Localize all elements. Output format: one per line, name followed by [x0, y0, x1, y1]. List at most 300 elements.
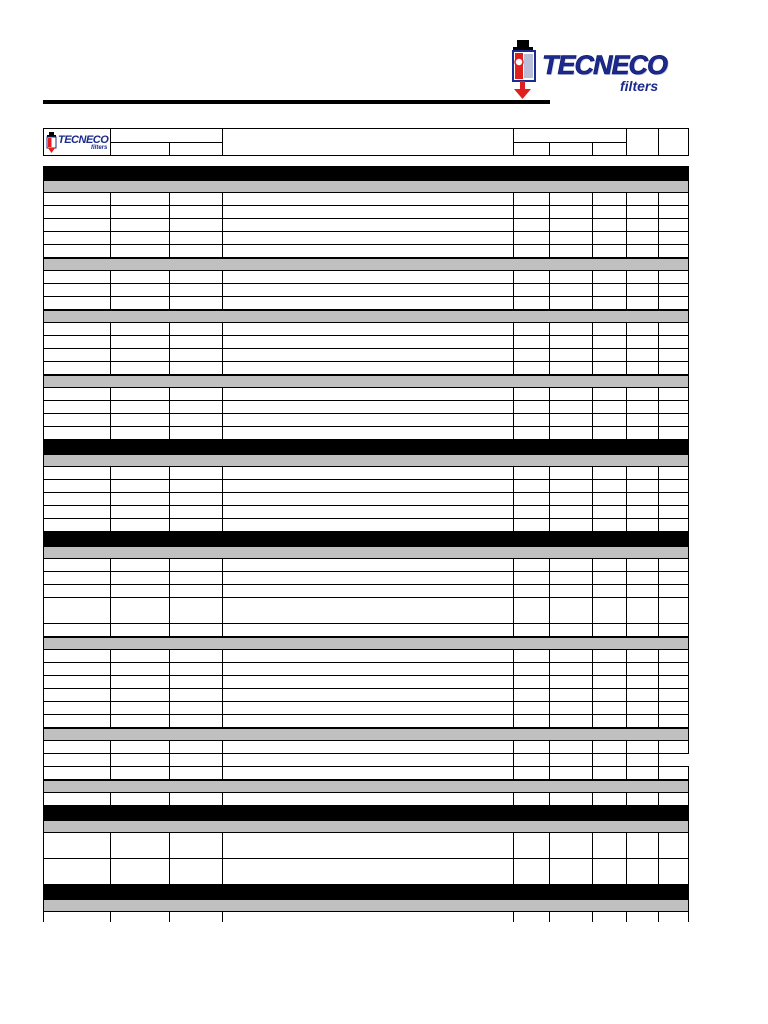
- column-divider: [658, 297, 659, 309]
- column-divider: [513, 414, 514, 426]
- column-divider: [513, 219, 514, 231]
- column-divider: [626, 572, 627, 584]
- column-divider: [549, 480, 550, 492]
- column-divider: [222, 715, 223, 727]
- column-divider: [222, 624, 223, 636]
- column-divider: [222, 754, 223, 766]
- column-divider: [169, 741, 170, 753]
- table-row: [43, 912, 689, 922]
- column-divider: [626, 297, 627, 309]
- column-divider: [513, 506, 514, 518]
- column-divider: [549, 206, 550, 218]
- column-divider: [658, 663, 659, 675]
- table-row: [43, 493, 689, 506]
- column-divider: [513, 480, 514, 492]
- column-divider: [110, 676, 111, 688]
- column-divider: [549, 401, 550, 413]
- column-divider: [626, 519, 627, 531]
- group-header-band: [43, 780, 689, 793]
- column-divider: [169, 388, 170, 400]
- column-divider: [513, 297, 514, 309]
- column-divider: [658, 245, 659, 257]
- column-divider: [222, 336, 223, 348]
- column-divider: [626, 284, 627, 296]
- column-divider: [658, 833, 659, 858]
- column-divider: [549, 362, 550, 374]
- column-divider: [658, 741, 659, 753]
- column-divider: [549, 336, 550, 348]
- table-row: [43, 767, 689, 780]
- column-divider: [658, 336, 659, 348]
- table-row: [43, 401, 689, 414]
- section-header-band: [43, 806, 689, 820]
- column-divider: [592, 284, 593, 296]
- column-divider: [513, 427, 514, 439]
- column-divider: [222, 702, 223, 714]
- column-divider: [222, 572, 223, 584]
- table-row: [43, 859, 689, 885]
- column-divider: [658, 219, 659, 231]
- column-divider: [513, 741, 514, 753]
- group-header-band: [43, 258, 689, 271]
- column-divider: [658, 912, 659, 922]
- column-divider: [513, 493, 514, 505]
- column-divider: [626, 401, 627, 413]
- column-divider: [169, 232, 170, 244]
- column-divider: [169, 624, 170, 636]
- column-divider: [626, 663, 627, 675]
- column-divider: [513, 467, 514, 479]
- column-divider: [110, 245, 111, 257]
- column-divider: [513, 245, 514, 257]
- table-row: [43, 232, 689, 245]
- column-divider: [110, 401, 111, 413]
- column-divider: [513, 793, 514, 805]
- table-row: [43, 702, 689, 715]
- column-divider: [549, 427, 550, 439]
- column-divider: [222, 519, 223, 531]
- column-divider: [110, 793, 111, 805]
- column-divider: [222, 767, 223, 779]
- table-row: [43, 480, 689, 493]
- table-row: [43, 467, 689, 480]
- column-divider: [222, 598, 223, 623]
- column-divider: [592, 715, 593, 727]
- column-divider: [513, 689, 514, 701]
- table-row: [43, 650, 689, 663]
- column-divider: [658, 754, 659, 766]
- column-divider: [592, 767, 593, 779]
- column-divider: [658, 467, 659, 479]
- column-divider: [222, 912, 223, 922]
- column-divider: [592, 793, 593, 805]
- column-divider: [592, 559, 593, 571]
- column-divider: [549, 624, 550, 636]
- column-divider: [110, 912, 111, 922]
- column-divider: [592, 859, 593, 884]
- column-divider: [222, 493, 223, 505]
- column-divider: [626, 427, 627, 439]
- column-divider: [549, 219, 550, 231]
- column-divider: [110, 219, 111, 231]
- column-divider: [549, 598, 550, 623]
- table-row: [43, 414, 689, 427]
- column-divider: [658, 650, 659, 662]
- column-divider: [626, 414, 627, 426]
- column-divider: [169, 493, 170, 505]
- table-row: [43, 676, 689, 689]
- sheet-header: [43, 128, 689, 156]
- column-divider: [513, 388, 514, 400]
- column-divider: [549, 414, 550, 426]
- group-header-band: [43, 454, 689, 467]
- table-row: [43, 559, 689, 572]
- column-divider: [592, 833, 593, 858]
- column-divider: [222, 219, 223, 231]
- column-divider: [222, 506, 223, 518]
- column-divider: [222, 467, 223, 479]
- column-divider: [658, 480, 659, 492]
- column-divider: [626, 362, 627, 374]
- column-divider: [658, 349, 659, 361]
- column-divider: [513, 572, 514, 584]
- column-divider: [549, 650, 550, 662]
- column-divider: [110, 336, 111, 348]
- column-divider: [592, 741, 593, 753]
- column-divider: [592, 598, 593, 623]
- column-divider: [549, 232, 550, 244]
- column-divider: [513, 585, 514, 597]
- column-divider: [658, 271, 659, 283]
- column-divider: [658, 206, 659, 218]
- group-header-band: [43, 310, 689, 323]
- column-divider: [658, 859, 659, 884]
- column-divider: [222, 676, 223, 688]
- group-header-band: [43, 820, 689, 833]
- column-divider: [626, 206, 627, 218]
- column-divider: [549, 467, 550, 479]
- section-header-band: [43, 440, 689, 454]
- column-divider: [549, 519, 550, 531]
- column-divider: [513, 754, 514, 766]
- column-divider: [110, 297, 111, 309]
- column-divider: [169, 559, 170, 571]
- table-row: [43, 323, 689, 336]
- table-row: [43, 833, 689, 859]
- column-divider: [110, 206, 111, 218]
- column-divider: [222, 206, 223, 218]
- column-divider: [549, 245, 550, 257]
- column-divider: [592, 650, 593, 662]
- column-divider: [626, 506, 627, 518]
- column-divider: [110, 689, 111, 701]
- table-row: [43, 793, 689, 806]
- column-divider: [658, 323, 659, 335]
- column-divider: [626, 467, 627, 479]
- catalogue-table: [43, 166, 689, 972]
- column-divider: [110, 650, 111, 662]
- column-divider: [169, 519, 170, 531]
- column-divider: [592, 336, 593, 348]
- group-header-band: [43, 637, 689, 650]
- group-header-band: [43, 728, 689, 741]
- column-divider: [110, 559, 111, 571]
- column-divider: [169, 297, 170, 309]
- column-divider: [169, 362, 170, 374]
- column-divider: [169, 793, 170, 805]
- column-divider: [513, 663, 514, 675]
- column-divider: [169, 284, 170, 296]
- table-row: [43, 349, 689, 362]
- column-divider: [592, 427, 593, 439]
- column-divider: [626, 493, 627, 505]
- column-divider: [513, 193, 514, 205]
- column-divider: [110, 663, 111, 675]
- column-divider: [222, 585, 223, 597]
- column-divider: [513, 206, 514, 218]
- column-divider: [626, 193, 627, 205]
- column-divider: [549, 572, 550, 584]
- column-divider: [169, 702, 170, 714]
- brand-name: TECNECO: [542, 50, 668, 80]
- column-divider: [592, 754, 593, 766]
- table-row: [43, 284, 689, 297]
- column-divider: [626, 271, 627, 283]
- table-row: [43, 572, 689, 585]
- column-divider: [592, 401, 593, 413]
- column-divider: [592, 193, 593, 205]
- column-divider: [110, 480, 111, 492]
- column-divider: [658, 493, 659, 505]
- column-divider: [222, 323, 223, 335]
- column-divider: [549, 663, 550, 675]
- column-divider: [549, 741, 550, 753]
- column-divider: [658, 702, 659, 714]
- table-row: [43, 663, 689, 676]
- column-divider: [592, 702, 593, 714]
- table-row: [43, 388, 689, 401]
- column-divider: [110, 271, 111, 283]
- column-divider: [169, 689, 170, 701]
- column-divider: [549, 388, 550, 400]
- column-divider: [658, 767, 659, 779]
- table-row: [43, 245, 689, 258]
- table-row: [43, 689, 689, 702]
- column-divider: [110, 585, 111, 597]
- column-divider: [626, 232, 627, 244]
- table-row: [43, 598, 689, 624]
- column-divider: [549, 767, 550, 779]
- column-divider: [549, 715, 550, 727]
- table-row: [43, 506, 689, 519]
- column-divider: [110, 323, 111, 335]
- column-divider: [626, 559, 627, 571]
- column-divider: [626, 388, 627, 400]
- column-divider: [222, 297, 223, 309]
- column-divider: [626, 585, 627, 597]
- column-divider: [110, 624, 111, 636]
- column-divider: [513, 336, 514, 348]
- column-divider: [592, 414, 593, 426]
- column-divider: [110, 427, 111, 439]
- column-divider: [169, 219, 170, 231]
- column-divider: [658, 572, 659, 584]
- column-divider: [513, 232, 514, 244]
- column-divider: [110, 741, 111, 753]
- column-divider: [513, 833, 514, 858]
- column-divider: [549, 676, 550, 688]
- column-divider: [658, 232, 659, 244]
- column-divider: [658, 362, 659, 374]
- column-divider: [513, 559, 514, 571]
- column-divider: [169, 506, 170, 518]
- column-divider: [626, 598, 627, 623]
- column-divider: [549, 506, 550, 518]
- column-divider: [169, 912, 170, 922]
- column-divider: [626, 676, 627, 688]
- column-divider: [626, 245, 627, 257]
- column-divider: [592, 362, 593, 374]
- column-divider: [658, 715, 659, 727]
- column-divider: [110, 702, 111, 714]
- column-divider: [626, 741, 627, 753]
- column-divider: [626, 833, 627, 858]
- column-divider: [110, 493, 111, 505]
- column-divider: [169, 414, 170, 426]
- column-divider: [222, 271, 223, 283]
- filter-mascot-icon: [508, 40, 544, 102]
- column-divider: [513, 676, 514, 688]
- column-divider: [513, 650, 514, 662]
- column-divider: [222, 793, 223, 805]
- column-divider: [592, 388, 593, 400]
- column-divider: [658, 676, 659, 688]
- table-row: [43, 297, 689, 310]
- column-divider: [513, 362, 514, 374]
- column-divider: [626, 624, 627, 636]
- column-divider: [110, 349, 111, 361]
- column-divider: [592, 323, 593, 335]
- column-divider: [169, 663, 170, 675]
- column-divider: [110, 193, 111, 205]
- column-divider: [549, 585, 550, 597]
- column-divider: [658, 401, 659, 413]
- header-rule: [43, 100, 550, 104]
- table-row: [43, 715, 689, 728]
- column-divider: [513, 519, 514, 531]
- column-divider: [658, 585, 659, 597]
- column-divider: [592, 912, 593, 922]
- column-divider: [626, 480, 627, 492]
- section-header-band: [43, 532, 689, 546]
- column-divider: [169, 336, 170, 348]
- column-divider: [626, 793, 627, 805]
- column-divider: [513, 624, 514, 636]
- column-divider: [592, 480, 593, 492]
- column-divider: [169, 767, 170, 779]
- column-divider: [658, 519, 659, 531]
- column-divider: [549, 559, 550, 571]
- column-divider: [513, 767, 514, 779]
- column-divider: [222, 559, 223, 571]
- column-divider: [169, 271, 170, 283]
- section-header-band: [43, 166, 689, 180]
- column-divider: [592, 206, 593, 218]
- column-divider: [169, 715, 170, 727]
- column-divider: [110, 467, 111, 479]
- column-divider: [169, 349, 170, 361]
- column-divider: [592, 467, 593, 479]
- column-divider: [658, 388, 659, 400]
- table-row: [43, 193, 689, 206]
- column-divider: [222, 663, 223, 675]
- column-divider: [110, 506, 111, 518]
- column-divider: [592, 585, 593, 597]
- table-row: [43, 585, 689, 598]
- column-divider: [658, 193, 659, 205]
- section-header-band: [43, 885, 689, 899]
- column-divider: [592, 232, 593, 244]
- column-divider: [169, 650, 170, 662]
- column-divider: [222, 427, 223, 439]
- column-divider: [626, 702, 627, 714]
- mini-logo: [46, 132, 112, 154]
- table-row: [43, 271, 689, 284]
- column-divider: [592, 689, 593, 701]
- column-divider: [222, 362, 223, 374]
- column-divider: [549, 833, 550, 858]
- table-row: [43, 624, 689, 637]
- column-divider: [110, 715, 111, 727]
- column-divider: [110, 414, 111, 426]
- column-divider: [222, 859, 223, 884]
- column-divider: [626, 767, 627, 779]
- column-divider: [658, 414, 659, 426]
- column-divider: [169, 598, 170, 623]
- column-divider: [592, 676, 593, 688]
- column-divider: [549, 689, 550, 701]
- column-divider: [222, 245, 223, 257]
- column-divider: [592, 624, 593, 636]
- column-divider: [513, 702, 514, 714]
- table-row: [43, 754, 689, 767]
- column-divider: [513, 859, 514, 884]
- table-row: [43, 741, 689, 754]
- column-divider: [513, 715, 514, 727]
- column-divider: [626, 859, 627, 884]
- column-divider: [626, 323, 627, 335]
- group-header-band: [43, 375, 689, 388]
- column-divider: [169, 859, 170, 884]
- column-divider: [626, 349, 627, 361]
- column-divider: [110, 362, 111, 374]
- brand-tagline: filters: [620, 78, 659, 94]
- column-divider: [222, 650, 223, 662]
- column-divider: [549, 271, 550, 283]
- table-row: [43, 519, 689, 532]
- column-divider: [222, 193, 223, 205]
- column-divider: [169, 245, 170, 257]
- column-divider: [169, 427, 170, 439]
- group-header-band: [43, 899, 689, 912]
- column-divider: [626, 219, 627, 231]
- column-divider: [222, 833, 223, 858]
- column-divider: [592, 572, 593, 584]
- column-divider: [658, 689, 659, 701]
- column-divider: [110, 859, 111, 884]
- column-divider: [222, 401, 223, 413]
- column-divider: [169, 467, 170, 479]
